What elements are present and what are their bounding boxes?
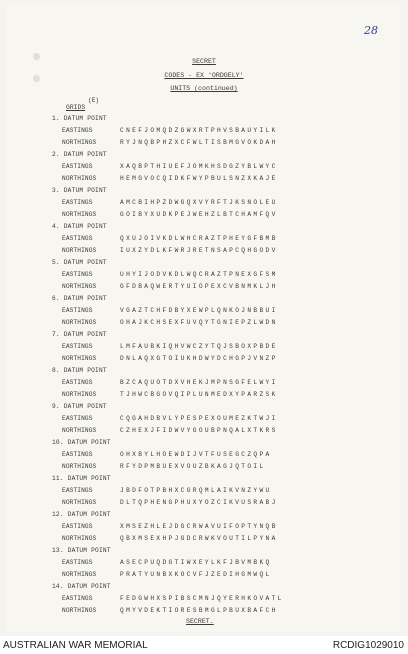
datum-point-title: 13. DATUM POINT (52, 547, 111, 554)
eastings-label: EASTINGS (62, 595, 93, 602)
eastings-label: EASTINGS (62, 523, 93, 530)
eastings-label: EASTINGS (62, 379, 93, 386)
northings-code: IUXZYDLKFWRJRETNSAPCQHGODV (120, 247, 278, 254)
eastings-label: EASTINGS (62, 343, 93, 350)
northings-code: TJHWCBGOVQIPLUNMEDXYPARZSK (120, 391, 278, 398)
datum-point-title: 12. DATUM POINT (52, 511, 111, 518)
northings-label: NORTHINGS (62, 247, 97, 254)
datum-point-title: 2. DATUM POINT (52, 151, 107, 158)
northings-row (52, 137, 382, 149)
eastings-label: EASTINGS (62, 235, 93, 242)
northings-row (52, 533, 382, 545)
eastings-label: EASTINGS (62, 163, 93, 170)
eastings-code: AMCBIHPZDWGQXVYRFTJKSNOLEU (120, 199, 278, 206)
eastings-code: VGAZTCHFDBYXEWPLQNKOJNBBUI (120, 307, 278, 314)
northings-label: NORTHINGS (62, 355, 97, 362)
archive-reference: RCDIG1029010 (332, 640, 404, 651)
grids-heading: GRIDS (66, 104, 86, 111)
datum-point-title: 10. DATUM POINT (52, 439, 111, 446)
northings-code: GFDBAQWERTYUIOPEXCVBNMKLJH (120, 283, 278, 290)
eastings-code: CQGAHDBVLYPESPEXOUMEZKTWJI (120, 415, 278, 422)
northings-row (52, 389, 382, 401)
northings-row (52, 209, 382, 221)
eastings-row (52, 449, 382, 461)
eastings-code: CNEFJOMQDZGWXRTPHVSBAUYILK (120, 127, 278, 134)
northings-label: NORTHINGS (62, 499, 97, 506)
eastings-row (52, 305, 382, 317)
northings-code: QMYVDEKTIORESBMGLPBUXBAFCH (120, 607, 278, 614)
archive-footer (0, 636, 408, 654)
northings-code: RYJNQBPHZXCFWLTISBMGVOKDAH (120, 139, 278, 146)
eastings-row (52, 593, 382, 605)
eastings-code: QXUJOIVKDLWHCRAZTPHEYGFBMB (120, 235, 278, 242)
northings-code: OHAJKCHSEXFUVQYTGNIEPZLWDN (120, 319, 278, 326)
eastings-row (52, 521, 382, 533)
northings-row (52, 461, 382, 473)
northings-label: NORTHINGS (62, 571, 97, 578)
eastings-label: EASTINGS (62, 451, 93, 458)
northings-label: NORTHINGS (62, 607, 97, 614)
eastings-row (52, 233, 382, 245)
northings-row (52, 353, 382, 365)
northings-code: QBXMSEXHPJGDCRWKVOUTILPYNA (120, 535, 278, 542)
classification-footer: SECRET. (186, 618, 214, 625)
northings-label: NORTHINGS (62, 283, 97, 290)
northings-row (52, 281, 382, 293)
eastings-code: UHYIJODVKDLWQCRAZTPNEXGFSM (120, 271, 278, 278)
northings-code: CZHEXJFIDWVYGOUBPNQALXTKRS (120, 427, 278, 434)
classification-header: SECRET (192, 58, 216, 65)
northings-row (52, 173, 382, 185)
northings-label: NORTHINGS (62, 319, 97, 326)
eastings-code: BZCAQUOTDXVHEKJMPNSGFELWYI (120, 379, 278, 386)
northings-label: NORTHINGS (62, 535, 97, 542)
datum-point-title: 6. DATUM POINT (52, 295, 107, 302)
eastings-row (52, 377, 382, 389)
northings-code: RFYDPMBUEXVOUZBKAGJQTOIL (120, 463, 266, 470)
northings-label: NORTHINGS (62, 427, 97, 434)
eastings-label: EASTINGS (62, 487, 93, 494)
northings-row (52, 317, 382, 329)
section-mark: (E) (88, 97, 100, 104)
eastings-label: EASTINGS (62, 127, 93, 134)
eastings-code: OHXBYLHOEWDIJVTFUSEGCZQPA (120, 451, 272, 458)
document-title: CODES - EX 'ORDGELY' (164, 72, 244, 79)
datum-point-title: 11. DATUM POINT (52, 475, 111, 482)
datum-point-title: 3. DATUM POINT (52, 187, 107, 194)
eastings-row (52, 197, 382, 209)
northings-code: DLTQPHENGPHUXYOZCIKVUSRABJ (120, 499, 278, 506)
eastings-label: EASTINGS (62, 415, 93, 422)
northings-code: DNLAQXGTOIUKHDWYDCHGPJVNZP (120, 355, 278, 362)
document-subtitle: UNITS (continued) (170, 85, 238, 92)
datum-point-title: 5. DATUM POINT (52, 259, 107, 266)
northings-code: GOIBYXUDKPEJWEHZLBTCHAMFQV (120, 211, 278, 218)
northings-label: NORTHINGS (62, 391, 97, 398)
northings-row (52, 245, 382, 257)
northings-row (52, 569, 382, 581)
eastings-label: EASTINGS (62, 271, 93, 278)
folio-number: 28 (364, 24, 378, 37)
eastings-row (52, 341, 382, 353)
eastings-row (52, 557, 382, 569)
datum-points-list (52, 113, 382, 617)
northings-label: NORTHINGS (62, 463, 97, 470)
northings-code: HEMGVOCQIDKFWYPBULSNZXKAJE (120, 175, 278, 182)
eastings-row (52, 269, 382, 281)
eastings-code: XMSEZHLEJDGCRWAVUIFOPTYNQB (120, 523, 278, 530)
eastings-code: ASECPUQDGTIWXEYLKFJBVMBKQ (120, 559, 272, 566)
northings-label: NORTHINGS (62, 139, 97, 146)
eastings-code: LMFAUBKIQHVWCZYTQJSBOXPBDE (120, 343, 278, 350)
datum-point-title: 1. DATUM POINT (52, 115, 107, 122)
eastings-label: EASTINGS (62, 307, 93, 314)
eastings-row (52, 161, 382, 173)
northings-code: PRATYUNBXKOCVFJZEDIHGMWQL (120, 571, 272, 578)
northings-row (52, 605, 382, 617)
eastings-row (52, 125, 382, 137)
eastings-label: EASTINGS (62, 559, 93, 566)
eastings-code: JBDFOTPBHXCGRQMLAIKVNZYWU (120, 487, 272, 494)
eastings-code: XAQBPTHIUEFJOMKHSDGZYBLWYC (120, 163, 278, 170)
eastings-code: FEDGWHXSPIBSCMNJQYERHKOVATL (120, 595, 284, 602)
datum-point-title: 9. DATUM POINT (52, 403, 107, 410)
archive-name: AUSTRALIAN WAR MEMORIAL (3, 640, 148, 651)
northings-row (52, 497, 382, 509)
northings-row (52, 425, 382, 437)
datum-point-title: 14. DATUM POINT (52, 583, 111, 590)
northings-label: NORTHINGS (62, 211, 97, 218)
eastings-label: EASTINGS (62, 199, 93, 206)
northings-label: NORTHINGS (62, 175, 97, 182)
datum-point-title: 4. DATUM POINT (52, 223, 107, 230)
eastings-row (52, 413, 382, 425)
eastings-row (52, 485, 382, 497)
datum-point-title: 7. DATUM POINT (52, 331, 107, 338)
datum-point-title: 8. DATUM POINT (52, 367, 107, 374)
